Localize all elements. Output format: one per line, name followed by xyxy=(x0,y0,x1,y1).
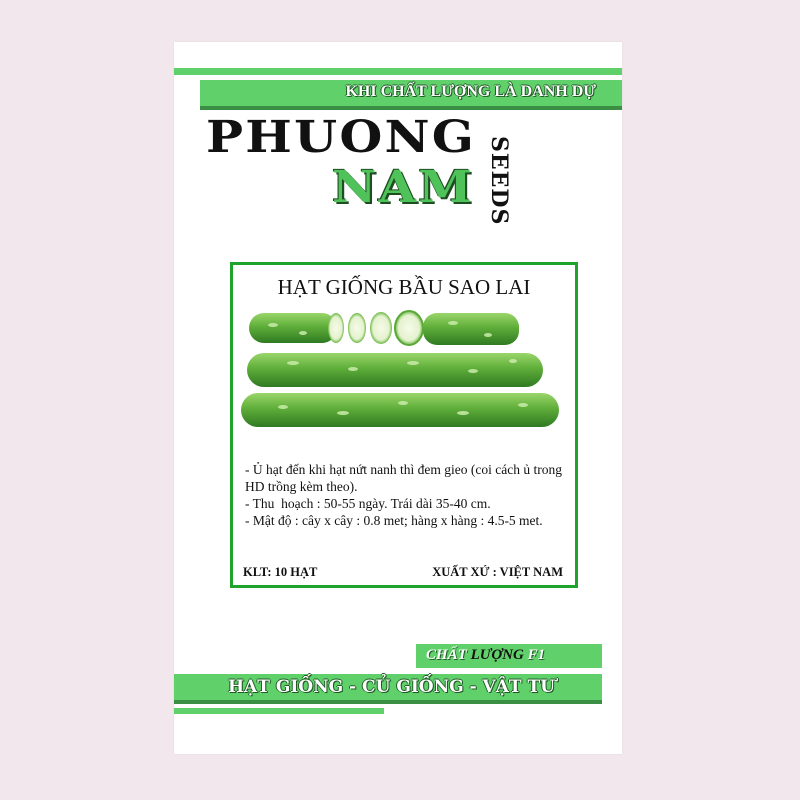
seed-packet xyxy=(174,42,622,754)
quality-part3: F1 xyxy=(527,647,546,663)
bottom-thin-stripe xyxy=(174,708,384,714)
top-thin-stripe xyxy=(174,68,622,75)
slogan-text: KHI CHẤT LƯỢNG LÀ DANH DỰ xyxy=(345,83,596,100)
net-weight: KLT: 10 HẠT xyxy=(243,565,318,579)
footer-tagline: HẠT GIỐNG - CỦ GIỐNG - VẬT TƯ xyxy=(228,677,555,697)
product-panel xyxy=(230,262,578,588)
footer-banner xyxy=(174,674,602,704)
origin: XUẤT XỨ : VIỆT NAM xyxy=(432,565,563,579)
quality-text xyxy=(426,647,545,664)
gourd-image xyxy=(233,303,575,433)
instruction-soak: - Ủ hạt đến khi hạt nứt nanh thì đem gieo (coi cách ủ trong HD trồng kèm theo). xyxy=(245,462,566,494)
product-title: HẠT GIỐNG BẦU SAO LAI xyxy=(277,275,531,299)
quality-part1: CHẤT xyxy=(426,647,467,663)
brand-name-line1: PHUONG xyxy=(206,112,477,163)
quality-part2: LƯỢNG xyxy=(470,647,524,663)
instruction-density: - Mật độ : cây x cây : 0.8 met; hàng x hàng : 4.5-5 met. xyxy=(245,513,543,528)
instruction-harvest: - Thu hoạch : 50-55 ngày. Trái dài 35-40 cm. xyxy=(245,496,491,511)
slogan-banner xyxy=(200,80,622,110)
instructions xyxy=(245,461,571,529)
brand-name-line2: NAM xyxy=(332,162,474,213)
quality-badge xyxy=(416,644,602,668)
brand-seeds-vertical: SEEDS xyxy=(486,136,512,226)
